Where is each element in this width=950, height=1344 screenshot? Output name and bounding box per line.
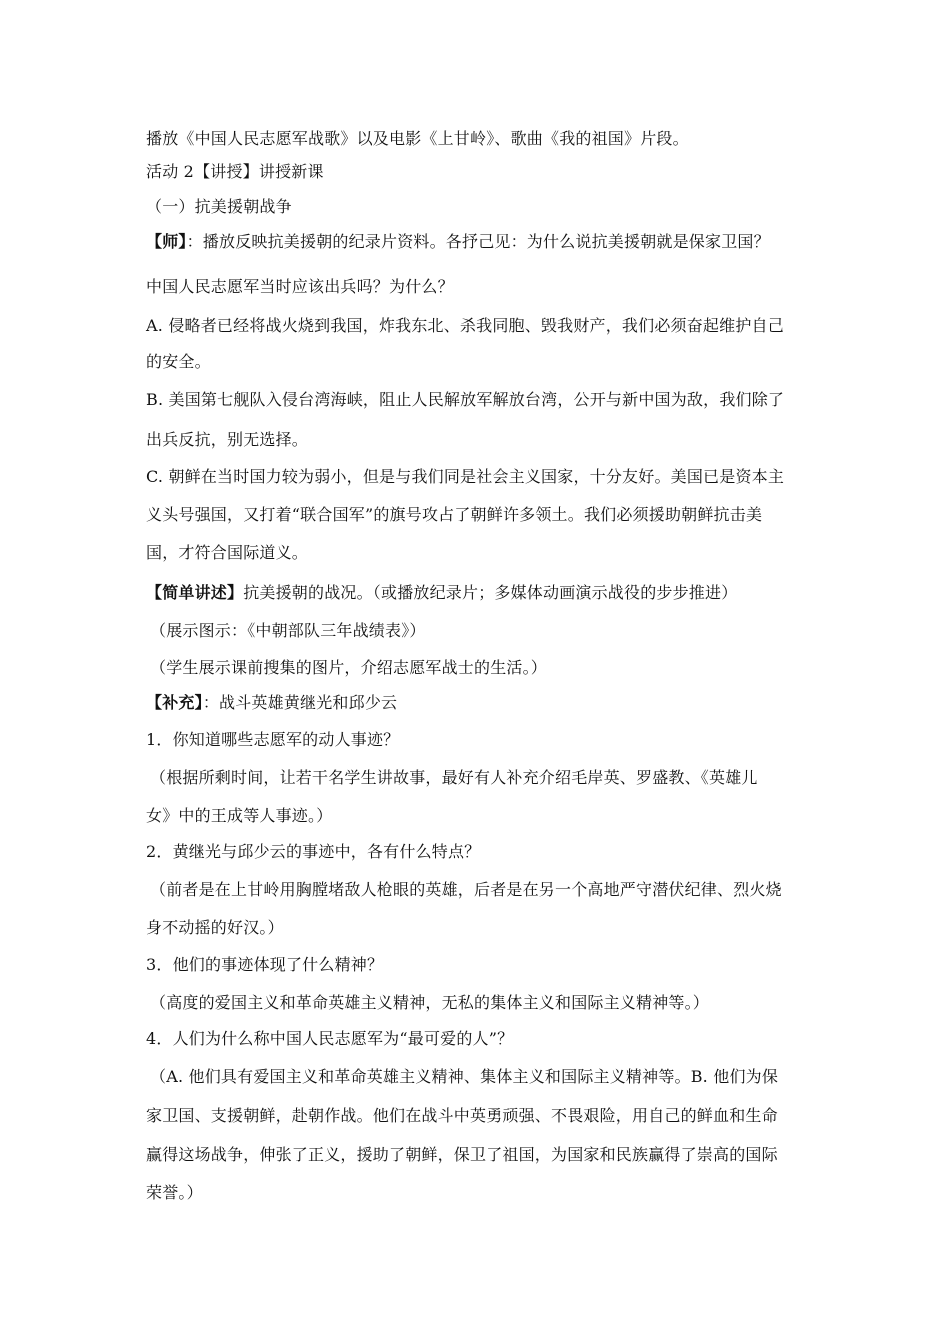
section-heading: （一）抗美援朝战争 (146, 197, 292, 216)
answer-1-line-1: （根据所剩时间，让若干名学生讲故事，最好有人补充介绍毛岸英、罗盛教、《英雄儿 (150, 768, 758, 787)
point-a-line-1: A. 侵略者已经将战火烧到我国，炸我东北、杀我同胞、毁我财产，我们必须奋起维护自己 (146, 316, 784, 335)
brief-label: 【简单讲述】 (146, 583, 244, 602)
answer-3: （高度的爱国主义和革命英雄主义精神，无私的集体主义和国际主义精神等。） (150, 993, 710, 1012)
activity-heading: 活动 2【讲授】讲授新课 (146, 162, 324, 181)
question-1: 1．你知道哪些志愿军的动人事迹？ (146, 730, 400, 749)
answer-2-line-1: （前者是在上甘岭用胸膛堵敌人枪眼的英雄，后者是在另一个高地严守潜伏纪律、烈火烧 (150, 880, 782, 899)
point-b-line-2: 出兵反抗，别无选择。 (146, 430, 309, 449)
point-c-line-3: 国，才符合国际道义。 (146, 543, 309, 562)
answer-4-line-1: （A. 他们具有爱国主义和革命英雄主义精神、集体主义和国际主义精神等。B. 他们为保 (150, 1067, 779, 1086)
answer-4-line-2: 家卫国、支援朝鲜，赴朝作战。他们在战斗中英勇顽强、不畏艰险，用自己的鲜血和生命 (146, 1106, 778, 1125)
text-line-5: 中国人民志愿军当时应该出兵吗？为什么？ (146, 277, 454, 296)
brief-paragraph (146, 583, 737, 603)
answer-1-line-2: 女》中的王成等人事迹。） (146, 806, 333, 825)
teacher-text: ：播放反映抗美援朝的纪录片资料。各抒己见：为什么说抗美援朝就是保家卫国？ (186, 232, 770, 251)
question-4: 4．人们为什么称中国人民志愿军为“最可爱的人”？ (146, 1029, 514, 1048)
question-3: 3．他们的事迹体现了什么精神？ (146, 955, 384, 974)
text-line-14: （展示图示：《中朝部队三年战绩表》） (150, 621, 426, 640)
point-b-line-1: B. 美国第七舰队入侵台湾海峡，阻止人民解放军解放台湾，公开与新中国为敌，我们除了 (146, 390, 785, 409)
answer-4-line-3: 赢得这场战争，伸张了正义，援助了朝鲜，保卫了祖国，为国家和民族赢得了崇高的国际 (146, 1145, 778, 1164)
question-2: 2．黄继光与邱少云的事迹中，各有什么特点？ (146, 842, 481, 861)
teacher-label: 【师】 (146, 232, 187, 251)
point-c-line-2: 义头号强国，又打着“联合国军”的旗号攻占了朝鲜许多领土。我们必须援助朝鲜抗击美 (146, 505, 763, 524)
text-line-1: 播放《中国人民志愿军战歌》以及电影《上甘岭》、歌曲《我的祖国》片段。 (146, 129, 689, 148)
answer-2-line-2: 身不动摇的好汉。） (146, 918, 284, 937)
point-c-line-1: C. 朝鲜在当时国力较为弱小，但是与我们同是社会主义国家，十分友好。美国已是资本主 (146, 467, 785, 486)
teacher-paragraph (146, 232, 770, 252)
point-a-line-2: 的安全。 (146, 352, 211, 371)
brief-text: 抗美援朝的战况。（或播放纪录片；多媒体动画演示战役的步步推进） (243, 583, 738, 602)
answer-4-line-4: 荣誉。） (146, 1183, 203, 1202)
text-line-15: （学生展示课前搜集的图片，介绍志愿军战士的生活。） (150, 658, 548, 677)
supplement-text: ：战斗英雄黄继光和邱少云 (202, 693, 398, 712)
supplement-paragraph (146, 693, 397, 713)
supplement-label: 【补充】 (146, 693, 203, 712)
